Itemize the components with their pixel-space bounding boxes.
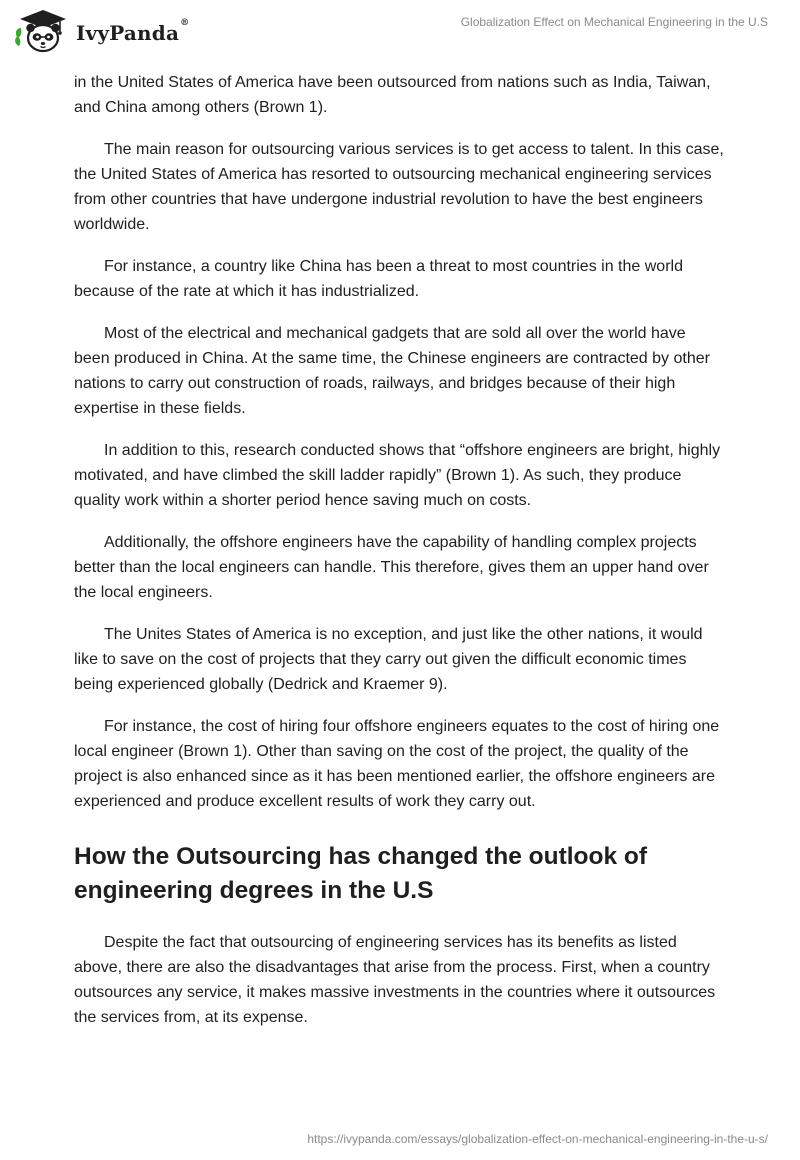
paragraph: For instance, a country like China has been a threat to most countries in the world because of the rate at which it has industrialized. — [74, 258, 683, 300]
ivypanda-logo[interactable] — [14, 8, 189, 56]
document-title: Globalization Effect on Mechanical Engineering in the U.S — [460, 15, 768, 29]
paragraph: Additionally, the offshore engineers have the capability of handling complex projects better than the local engineers can handle. This therefore, gives them an upper hand over the local engineers. — [74, 534, 709, 601]
paragraph: Most of the electrical and mechanical gadgets that are sold all over the world have been produced in China. At the same time, the Chinese engineers are contracted by other nations to carry out construction of roads, railways, and bridges because of their high expertise in these fields. — [74, 325, 710, 417]
paragraph: The Unites States of America is no exception, and just like the other nations, it would like to save on the cost of projects that they carry out given the difficult economic times being experienced globally (Dedrick and Kraemer 9). — [74, 626, 703, 693]
paragraph: For instance, the cost of hiring four offshore engineers equates to the cost of hiring one local engineer (Brown 1). Other than saving on the cost of the project, the quality of the project is also enhanced since as it has been mentioned earlier, the offshore engineers are experienced and produce excellent results of work they carry out. — [74, 718, 720, 810]
paragraph: The main reason for outsourcing various services is to get access to talent. In this case, the United States of America has resorted to outsourcing mechanical engineering services from other countries that have undergone industrial revolution to have the best engineers worldwide. — [74, 141, 724, 233]
section-heading: How the Outsourcing has changed the outlook of engineering degrees in the U.S — [74, 843, 648, 904]
source-url[interactable]: https://ivypanda.com/essays/globalization-effect-on-mechanical-engineering-in-the-u-s/ — [307, 1132, 768, 1146]
page-header — [0, 0, 800, 62]
registered-mark: ® — [180, 18, 190, 28]
article-body — [74, 70, 724, 1047]
paragraph: In addition to this, research conducted shows that “offshore engineers are bright, highly motivated, and have climbed the skill ladder rapidly” (Brown 1). As such, they produce quality work within a shorter period hence saving much on costs. — [74, 442, 721, 509]
brand-name-text: IvyPanda — [76, 21, 180, 45]
panda-graduation-cap-icon — [14, 8, 72, 56]
paragraph: Despite the fact that outsourcing of engineering services has its benefits as listed above, there are also the disadvantages that arise from the process. First, when a country outsources any service, it makes massive investments in the countries where it outsources the services from, at its expense. — [74, 934, 716, 1026]
brand-name — [76, 18, 190, 45]
paragraph: in the United States of America have been outsourced from nations such as India, Taiwan, and China among others (Brown 1). — [74, 74, 711, 116]
